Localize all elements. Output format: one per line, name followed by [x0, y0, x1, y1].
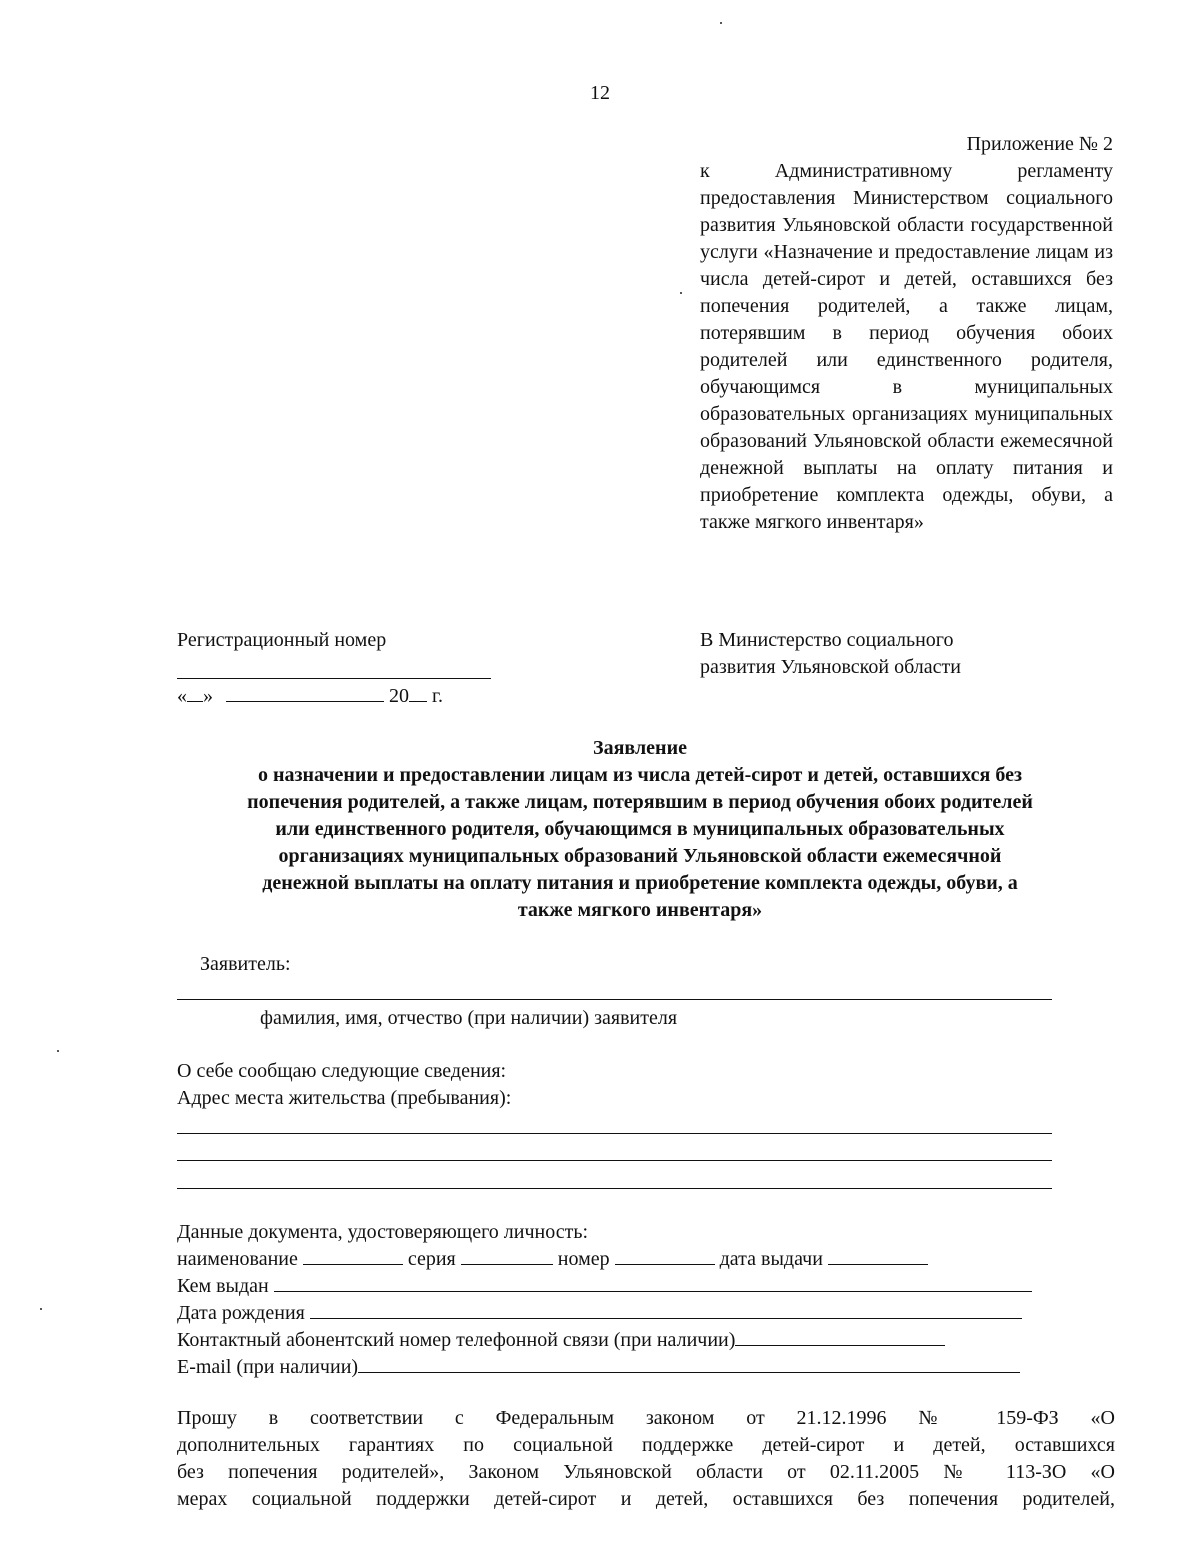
address-line-3[interactable]: [177, 1188, 1052, 1189]
statement-heading-line: организациях муниципальных образований Ульяновской области ежемесячной: [278, 845, 1002, 867]
phone-field[interactable]: [735, 1327, 945, 1346]
document-fields-row: [177, 1246, 1057, 1273]
scan-speck: [40, 1308, 42, 1310]
statement-heading-line: денежной выплаты на оплату питания и приобретение комплекта одежды, обуви, а: [262, 872, 1018, 894]
about-intro: О себе сообщаю следующие сведения:: [177, 1060, 507, 1082]
email-row: [177, 1354, 1057, 1381]
statement-title: Заявление: [593, 737, 687, 759]
statement-heading-line: попечения родителей, а также лицам, потерявшим в период обучения обоих родителей: [247, 791, 1033, 813]
request-paragraph: [177, 1405, 1115, 1513]
applicant-caption: фамилия, имя, отчество (при наличии) заявителя: [260, 1007, 678, 1029]
email-field[interactable]: [358, 1354, 1020, 1373]
date-close-quote: »: [203, 685, 213, 707]
applicant-name-line[interactable]: [177, 999, 1052, 1000]
email-label: E-mail (при наличии): [177, 1356, 359, 1378]
year-field[interactable]: [409, 683, 427, 702]
month-field[interactable]: [226, 683, 384, 702]
document-issue-date-field[interactable]: [828, 1246, 928, 1265]
statement-heading-line: о назначении и предоставлении лицам из числа детей-сирот и детей, оставшихся без: [257, 764, 1023, 786]
birth-date-label: Дата рождения: [177, 1302, 305, 1324]
address-line-2[interactable]: [177, 1160, 1052, 1161]
applicant-label: Заявитель:: [200, 953, 291, 975]
request-line: мерах социальной поддержки детей-сирот и детей, оставшихся без попечения родителей,: [177, 1488, 1115, 1510]
document-series-label: серия: [407, 1248, 456, 1270]
year-suffix: г.: [432, 685, 443, 707]
scan-speck: [57, 1050, 59, 1052]
document-issue-date-label: дата выдачи: [719, 1248, 823, 1270]
appendix-title: Приложение № 2: [966, 133, 1113, 155]
document-number-field[interactable]: [615, 1246, 715, 1265]
issued-by-row: [177, 1273, 1057, 1300]
document-header: Данные документа, удостоверяющего личность:: [177, 1221, 589, 1243]
issued-by-field[interactable]: [274, 1273, 1032, 1292]
phone-row: [177, 1327, 1057, 1354]
address-label: Адрес места жительства (пребывания):: [177, 1087, 512, 1109]
issued-by-label: Кем выдан: [177, 1275, 269, 1297]
appendix-text: к Административному регламенту предоставления Министерством социального развития Ульяновской области государственной услуги «Назначение и предоставление лицам из числа детей-сирот и детей, оставшихся без попечения родителей, а также лицам, потерявшим в период обучения обоих родителей или единственного родителя, обучающимся в муниципальных образовательных организациях муниципальных образований Ульяновской области ежемесячной денежной выплаты на оплату питания и приобретение комплекта одежды, обуви, а также мягкого инвентаря»: [700, 160, 1113, 533]
scan-speck: [680, 292, 682, 294]
recipient-line-2: развития Ульяновской области: [700, 656, 961, 678]
page-number: 12: [590, 82, 610, 104]
document-name-label: наименование: [177, 1248, 298, 1270]
request-line: Прошу в соответствии с Федеральным законом от 21.12.1996 № 159-ФЗ «О: [177, 1407, 1115, 1429]
year-prefix: 20: [389, 685, 409, 707]
birth-date-field[interactable]: [310, 1300, 1022, 1319]
statement-heading: [170, 735, 1110, 924]
statement-heading-line: также мягкого инвентаря»: [517, 899, 763, 921]
request-line: без попечения родителей», Законом Ульяновской области от 02.11.2005 № 113-ЗО «О: [177, 1461, 1115, 1483]
appendix-block: [700, 131, 1113, 536]
registration-number-line[interactable]: [177, 678, 491, 679]
date-open-quote: «: [177, 685, 187, 707]
request-line: дополнительных гарантиях по социальной поддержке детей-сирот и детей, оставшихся: [177, 1434, 1115, 1456]
about-section: [177, 1058, 1057, 1112]
recipient-line-1: В Министерство социального: [700, 629, 954, 651]
phone-label: Контактный абонентский номер телефонной связи (при наличии): [177, 1329, 736, 1351]
registration-label: Регистрационный номер: [177, 629, 387, 651]
document-name-field[interactable]: [303, 1246, 403, 1265]
registration-date: [177, 683, 443, 710]
address-line-1[interactable]: [177, 1133, 1052, 1134]
document-number-label: номер: [557, 1248, 610, 1270]
day-field[interactable]: [187, 683, 203, 702]
identity-document-section: [177, 1219, 1057, 1381]
statement-heading-line: или единственного родителя, обучающимся в муниципальных образовательных: [275, 818, 1005, 840]
recipient-block: [700, 627, 1113, 681]
document-series-field[interactable]: [461, 1246, 553, 1265]
scan-speck: [720, 22, 722, 24]
birth-date-row: [177, 1300, 1057, 1327]
